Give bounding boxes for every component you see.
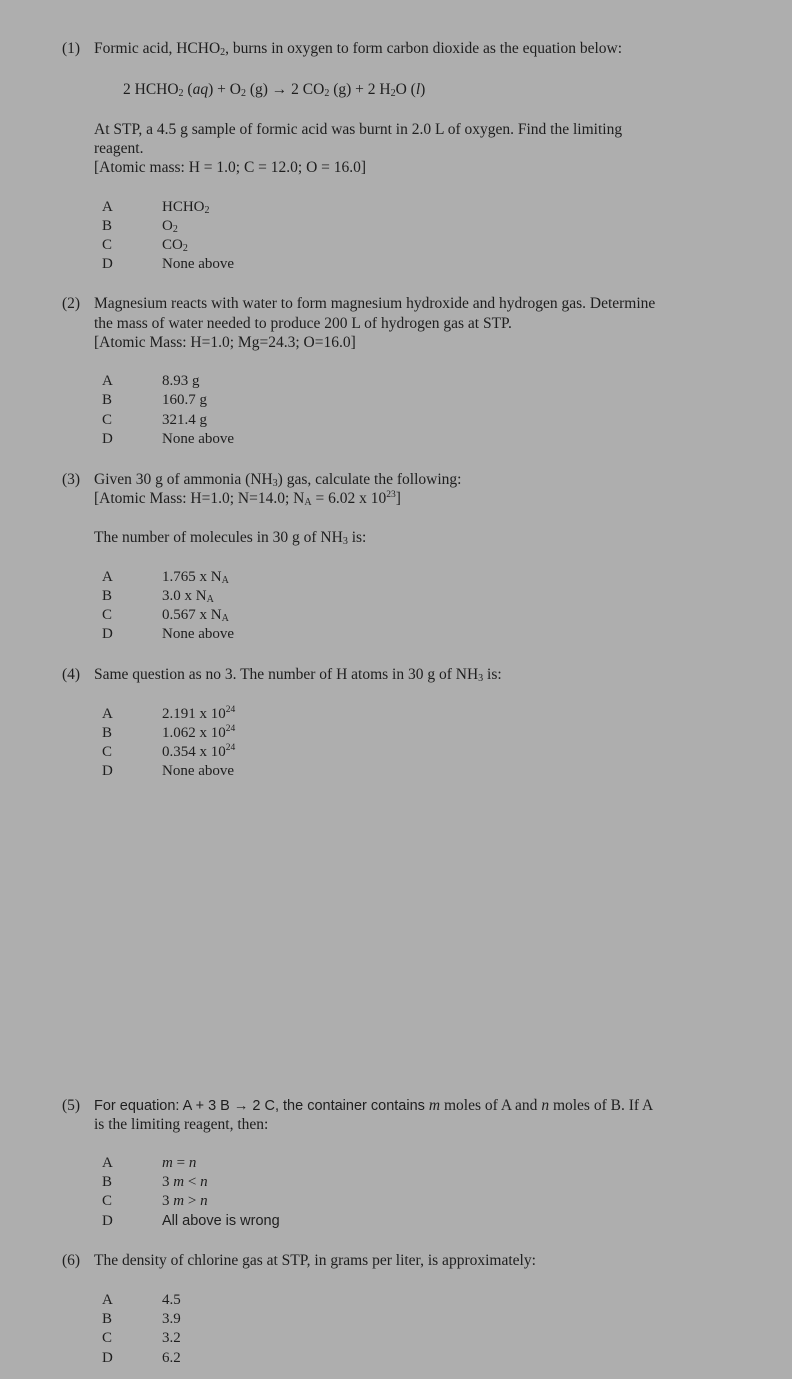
option-value: 3 m < n [162, 1174, 208, 1190]
question-text: is the limiting reagent, then: [94, 1116, 269, 1133]
atomic-mass-note: [Atomic Mass: H=1.0; Mg=24.3; O=16.0] [94, 334, 356, 351]
option-value: 321.4 g [162, 412, 207, 428]
option-letter: D [102, 1350, 113, 1366]
option-value: 3.0 x $N_A$ [162, 588, 214, 605]
option-letter: A [102, 373, 113, 389]
option-letter: B [102, 1311, 113, 1327]
option-letter: C [102, 1193, 113, 1209]
option-value: $O_2$ [162, 218, 178, 235]
question-number: (3) [62, 471, 81, 488]
question-number: (4) [62, 666, 81, 683]
question-number: (6) [62, 1252, 81, 1269]
option-letter: D [102, 431, 113, 447]
option-value: 160.7 g [162, 392, 207, 408]
option-value: All above is wrong [162, 1213, 280, 1229]
option-letter: A [102, 1292, 113, 1308]
option-letter: B [102, 392, 113, 408]
chemical-equation: 2 $HCHO_2$ $(aq) + O_2$ (g) → 2 $CO_2$ (g) + 2 $H_2O$ (l) [123, 81, 426, 99]
question-stem: Formic acid, $HCHO_2$, burns in oxygen to form carbon dioxide as the equation below: [94, 40, 623, 58]
option-value: 8.93 g [162, 373, 200, 389]
option-letter: B [102, 218, 113, 234]
question-text: reagent. [94, 140, 144, 157]
option-value: 3.2 [162, 1330, 181, 1346]
question-number: (5) [62, 1097, 81, 1114]
question-text: Magnesium reacts with water to form magnesium hydroxide and hydrogen gas. Determine [94, 295, 656, 312]
question-text: Given 30 g of ammonia $(NH_3)$ gas, calculate the following: [94, 471, 462, 489]
option-letter: D [102, 626, 113, 642]
option-letter: D [102, 256, 113, 272]
option-letter: B [102, 588, 113, 604]
option-letter: C [102, 1330, 113, 1346]
option-value: 1.062 x $10^{24}$ [162, 724, 236, 741]
question-number: (1) [62, 40, 81, 57]
option-value: m = n [162, 1155, 197, 1171]
option-value: 1.765 x $N_A$ [162, 569, 229, 586]
option-letter: D [102, 763, 113, 779]
option-letter: C [102, 607, 113, 623]
option-letter: D [102, 1213, 113, 1229]
option-value: None above [162, 626, 235, 642]
option-value: None above [162, 763, 235, 779]
option-letter: A [102, 706, 113, 722]
option-value: $HCHO_2$ [162, 199, 210, 216]
option-value: 0.567 x $N_A$ [162, 607, 229, 624]
option-value: 2.191 x $10^{24}$ [162, 705, 236, 722]
option-letter: C [102, 237, 113, 253]
question-prompt: The number of molecules in 30 g of $NH_3$ is: [94, 529, 367, 547]
question-text: the mass of water needed to produce 200 L of hydrogen gas at STP. [94, 315, 512, 332]
option-value: 6.2 [162, 1350, 181, 1366]
option-value: 3 m > n [162, 1193, 208, 1209]
option-value: None above [162, 256, 235, 272]
option-letter: A [102, 1155, 113, 1171]
atomic-mass-note: [Atomic Mass: H=1.0; N=14.0; $N_A = 6.02$ x $10^{23}$] [94, 490, 401, 508]
option-value: $CO_2$ [162, 237, 188, 254]
option-value: 4.5 [162, 1292, 181, 1308]
option-value: 3.9 [162, 1311, 181, 1327]
option-letter: C [102, 412, 113, 428]
question-text: Same question as no 3. The number of H atoms in 30 g of $NH_3$ is: [94, 666, 502, 684]
option-letter: A [102, 569, 113, 585]
question-text: For equation: A + 3 B → 2 C, the container contains m moles of A and n moles of B. If A [94, 1097, 654, 1114]
atomic-mass-note: [Atomic mass: H = 1.0; C = 12.0; O = 16.0] [94, 159, 367, 176]
question-text: The density of chlorine gas at STP, in grams per liter, is approximately: [94, 1252, 536, 1269]
option-letter: B [102, 1174, 113, 1190]
question-text: At STP, a 4.5 g sample of formic acid was burnt in 2.0 L of oxygen. Find the limiting [94, 121, 623, 138]
option-letter: B [102, 725, 113, 741]
option-value: 0.354 x $10^{24}$ [162, 743, 236, 760]
option-value: None above [162, 431, 235, 447]
question-number: (2) [62, 295, 81, 312]
option-letter: C [102, 744, 113, 760]
option-letter: A [102, 199, 113, 215]
